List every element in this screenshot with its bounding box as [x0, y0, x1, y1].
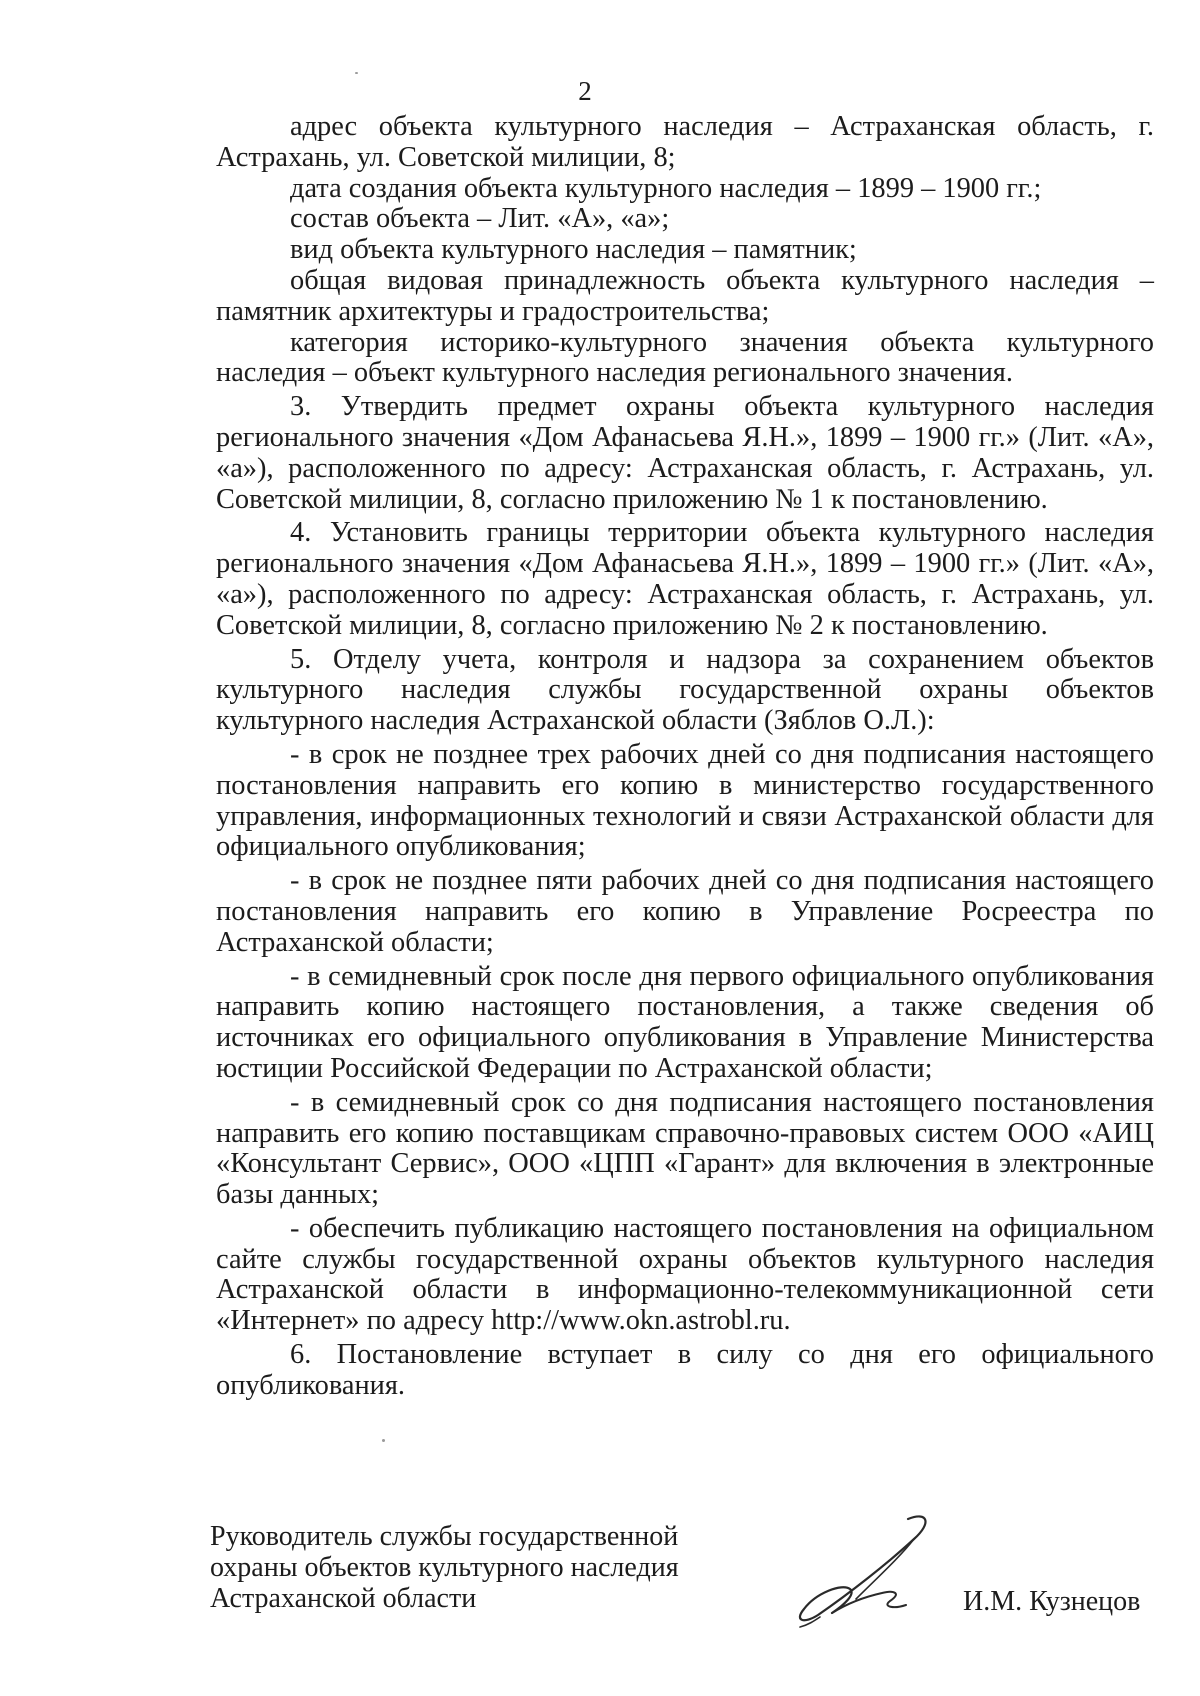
paragraph-type-affiliation: общая видовая принадлежность объекта культурного наследия – памятник архитектуры и градостроительства; [216, 264, 1154, 327]
paragraph-item-5-bullet-5: - обеспечить публикацию настоящего постановления на официальном сайте службы государственной охраны объектов культурного наследия Астраханской области в информационно-телекоммуникационной сети «Интернет» по адресу http://www.okn.astrobl.ru. [216, 1212, 1154, 1337]
signatory-position-line: Руководитель службы государственной [210, 1521, 679, 1552]
paragraph-item-5: 5. Отделу учета, контроля и надзора за сохранением объектов культурного наследия службы государственной охраны объектов культурного наследия Астраханской области (Зяблов О.Л.): [216, 643, 1154, 737]
signatory-position-line: Астраханской области [210, 1583, 477, 1614]
signatory-name: И.М. Кузнецов [963, 1586, 1141, 1617]
paragraph-category: категория историко-культурного значения объекта культурного наследия – объект культурного наследия регионального значения. [216, 326, 1154, 389]
scan-speck [382, 1439, 385, 1442]
signatory-position-line: охраны объектов культурного наследия [210, 1552, 679, 1583]
document-body [216, 112, 1154, 1402]
paragraph-item-5-bullet-1: - в срок не позднее трех рабочих дней со дня подписания настоящего постановления направить его копию в министерство государственного управления, информационных технологий и связи Астраханской области для официального опубликования; [216, 738, 1154, 863]
paragraph-composition: состав объекта – Лит. «А», «а»; [290, 203, 670, 235]
signatory-position [210, 1521, 710, 1614]
paragraph-item-5-bullet-2: - в срок не позднее пяти рабочих дней со дня подписания настоящего постановления направить его копию в Управление Росреестра по Астраханской области; [216, 865, 1154, 958]
paragraph-item-5-bullet-4: - в семидневный срок со дня подписания настоящего постановления направить его копию поставщикам справочно-правовых систем ООО «АИЦ «Консультант Сервис», ООО «ЦПП «Гарант» для включения в электронные базы данных; [216, 1086, 1154, 1211]
paragraph-item-4: 4. Установить границы территории объекта культурного наследия регионального значения «Дом Афанасьева Я.Н.», 1899 – 1900 гг.» (Лит. «А», «а»), расположенного по адресу: Астраханская область, г. Астрахань, ул. Советской милиции, 8, согласно приложению № 2 к постановлению. [216, 517, 1154, 641]
paragraph-address: адрес объекта культурного наследия – Астраханская область, г. Астрахань, ул. Советской милиции, 8; [216, 111, 1154, 173]
handwritten-signature [790, 1513, 965, 1628]
paragraph-item-6: 6. Постановление вступает в силу со дня его официального опубликования. [216, 1339, 1154, 1401]
paragraph-object-type: вид объекта культурного наследия – памятник; [290, 234, 857, 266]
scan-speck [355, 72, 358, 74]
paragraph-creation-date: дата создания объекта культурного наследия – 1899 – 1900 гг.; [290, 172, 1042, 204]
page-number: 2 [578, 76, 592, 106]
paragraph-item-3: 3. Утвердить предмет охраны объекта культурного наследия регионального значения «Дом Афанасьева Я.Н.», 1899 – 1900 гг.» (Лит. «А», «а»), расположенного по адресу: Астраханская область, г. Астрахань, ул. Советской милиции, 8, согласно приложению № 1 к постановлению. [216, 391, 1154, 515]
paragraph-item-5-bullet-3: - в семидневный срок после дня первого официального опубликования направить копию настоящего постановления, а также сведения об источниках его официального опубликования в Управление Министерства юстиции Российской Федерации по Астраханской области; [216, 960, 1154, 1084]
